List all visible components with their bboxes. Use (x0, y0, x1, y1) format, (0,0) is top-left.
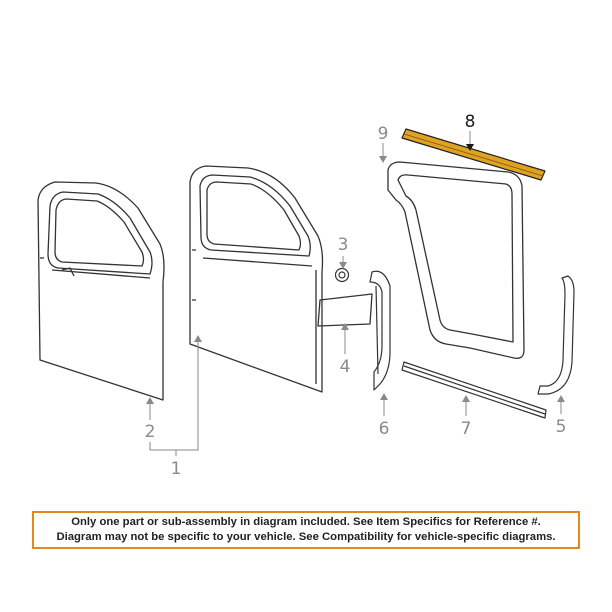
door-outer-panel (38, 182, 164, 400)
callout-7: 7 (460, 419, 472, 439)
belt-molding-highlighted-part (402, 129, 545, 180)
frame-trim-part (370, 271, 390, 390)
callout-4: 4 (339, 357, 351, 377)
callout-5: 5 (555, 417, 567, 437)
disclaimer-banner (32, 511, 580, 549)
door-weatherstrip-part (388, 162, 524, 358)
disclaimer-line-2: Diagram may not be specific to your vehicle. See Compatibility for vehicle-specific diagrams. (56, 531, 556, 543)
door-shell (190, 166, 323, 392)
sill-seal-part (402, 362, 546, 418)
callout-2: 2 (144, 422, 156, 442)
grommet-part (336, 269, 349, 282)
callout-1: 1 (170, 459, 182, 479)
rear-seal-part (538, 276, 574, 394)
callout-6: 6 (378, 419, 390, 439)
callout-8-highlighted: 8 (464, 112, 476, 132)
applique-part (318, 294, 372, 326)
callout-3: 3 (337, 235, 349, 255)
callout-9: 9 (377, 124, 389, 144)
arrow-heads (146, 156, 565, 404)
disclaimer-line-1: Only one part or sub-assembly in diagram included. See Item Specifics for Reference #. (71, 516, 541, 528)
leader-lines (150, 131, 561, 456)
